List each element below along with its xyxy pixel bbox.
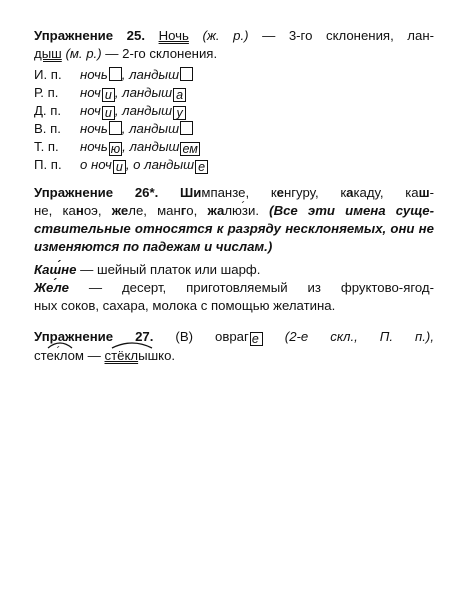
ending-box: ем [182,142,198,156]
ex25-text-1: — 3-го склонения, лан- [248,28,434,43]
ex27-text: (В) [175,329,215,344]
root-arc-mark [110,336,170,350]
declension-row [34,157,208,174]
definition-text: — десерт, приготовляемый из фруктово-ягод- [68,280,434,295]
ending-box: у [173,106,186,120]
ex26-bold-letter: и [193,185,202,200]
ex25-text-2: — 2-го склонения. [101,46,218,61]
ending-box: и [102,106,115,120]
declension-row [34,103,186,120]
ex26-text: не, ка [34,203,76,218]
declension-row [34,85,186,102]
case-label: И. п. [34,67,62,82]
declension-row [34,139,200,156]
word-stem: стекло ´ [34,348,75,363]
word-landysh: , ландыш [114,85,173,100]
ex26-bold-letter: Ш [180,185,194,200]
word-stem: стёкл [104,348,139,363]
ending-box: е [250,332,263,346]
ex26-bold-letter: а [216,203,225,218]
word-landysh: , ландыш [114,103,173,118]
ex26-line-4: изменяются по падежам и числам.) [34,239,273,254]
ex25-word-noch: Ночь [158,28,189,43]
ex26-text: мпанзе, к [201,185,277,200]
ending-box [180,67,193,81]
ex26-text: каду, ка [353,185,419,200]
ending-box [109,121,122,135]
ex26-text: нгуру, к [283,185,347,200]
ex26-line-3: ствительные относятся к разряду несклоняемых, они не [34,221,434,236]
root-arc-mark [34,336,94,350]
word-noch: ночь [80,139,108,154]
ex25-line-1 [34,28,434,44]
ex26-text: оэ, [83,203,112,218]
ending-box: и [113,160,126,174]
ex26-definition-zhele [34,280,434,296]
ex26-bold-letter: е [276,185,284,200]
ex27-word-steklyshko [105,348,176,363]
word-landysh: , ландыш [121,67,180,82]
ex26-bold-letter: г [180,203,187,218]
word-landysh: , ландыш [121,121,180,136]
word-noch: о ноч [80,157,112,172]
ex26-line-2 [34,203,434,219]
case-label: П. п. [34,157,62,172]
ending-box [109,67,122,81]
term-zhele: Желе ´ [34,280,69,295]
ex26-bold-letter: ж [207,203,217,218]
ex27-line-1 [34,329,434,346]
ex26-accented-word: люзи ´ [224,203,255,218]
ex27-line-2 [34,348,434,364]
ex26-note: (Все эти имена суще- [269,203,434,218]
ex25-line-2 [34,46,434,62]
case-label: Р. п. [34,85,59,100]
ex27-header: Упражнение 27. [34,329,154,344]
ex27-word-ovrag: овраг [214,329,249,344]
word-ending: м [74,348,84,363]
ex26-bold-letter: н [75,203,84,218]
ending-box [180,121,193,135]
ex26-bold-letter: ж [111,203,121,218]
ex26-bold-letter: а [346,185,354,200]
case-label: Т. п. [34,139,59,154]
ex26-text: . [255,203,270,218]
ex26-bold-letter: ш [418,185,430,200]
ex27-dash: — [84,348,105,363]
word-noch: ноч [80,85,101,100]
ex27-word-steklom [34,348,84,363]
case-label: Д. п. [34,103,62,118]
ending-box: ю [110,142,121,156]
declension-row [34,121,193,137]
ex26-header: Упражнение 26*. [34,185,159,200]
word-landysh: , ландыш [122,139,180,154]
ex25-gender-2: (м. р.) [65,46,102,61]
ex26-line-1 [34,185,434,201]
ending-box: и [102,88,115,102]
word-noch: ноч [80,103,101,118]
ex25-word-landysh: дыш [34,46,62,61]
ex26-definition-zhele-cont: ных соков, сахара, молока с помощью желатина. [34,298,336,313]
ex25-header: Упражнение 25. [34,28,146,43]
ex27-note: (2-е скл., П. п.), [284,329,434,344]
word-ending: ышко. [138,348,176,363]
term-kashne: Кашне ´ [34,262,76,277]
ending-box: а [173,88,186,102]
word-noch: ночь [80,67,108,82]
ex25-gender-1: (ж. р.) [202,28,249,43]
ex26-bold-letter: е [120,203,129,218]
ex26-text: о, [186,203,208,218]
ex26-text: ле, ман [128,203,181,218]
declension-row [34,67,193,83]
case-label: В. п. [34,121,61,136]
definition-text: — шейный платок или шарф. [76,262,261,277]
ex26-text: - [429,185,434,200]
ending-box: е [195,160,208,174]
ex26-definition-kashne [34,262,434,278]
word-noch: ночь [80,121,108,136]
word-landysh: , о ландыш [125,157,195,172]
